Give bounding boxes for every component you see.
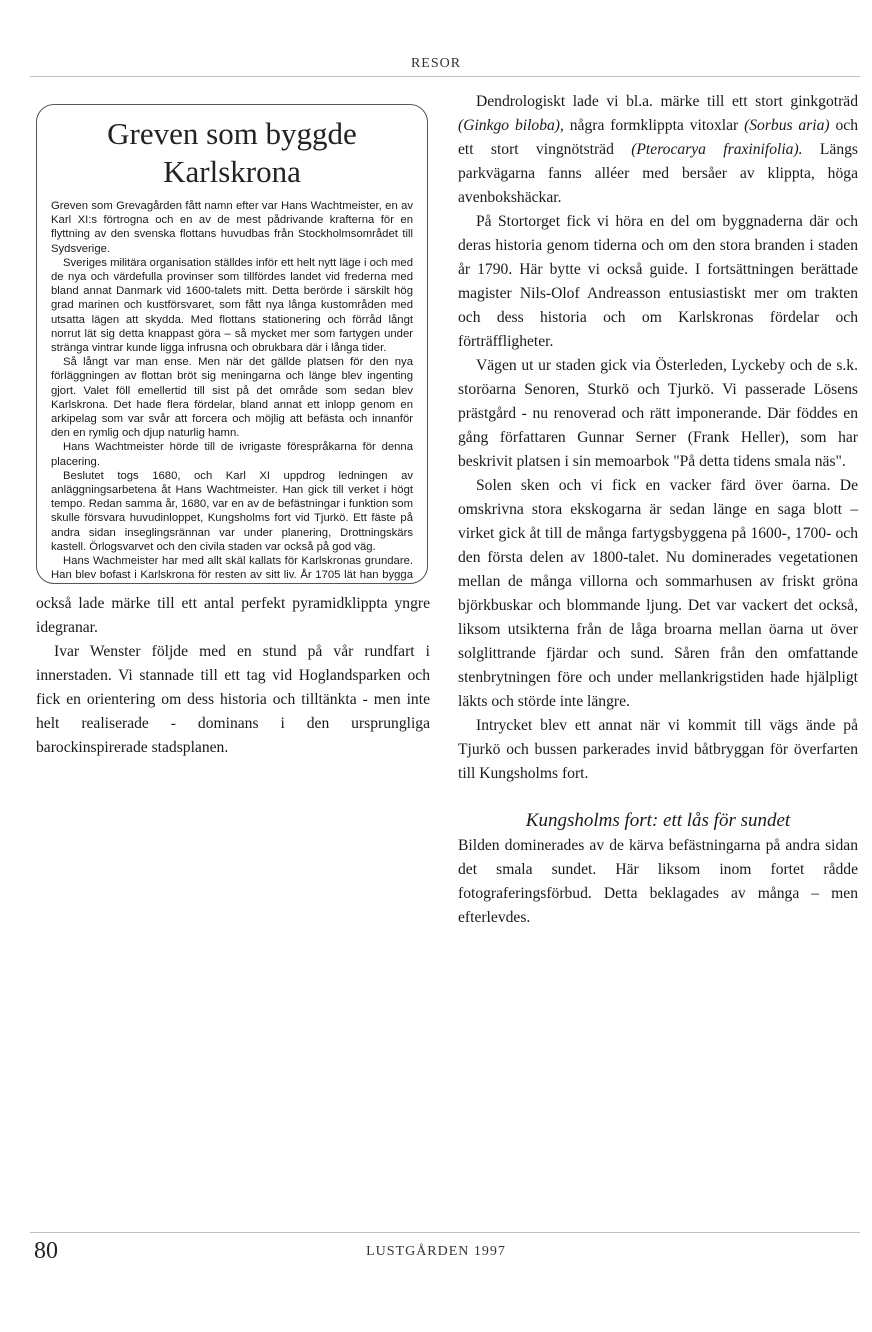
running-foot: LUSTGÅRDEN 1997 xyxy=(366,1244,506,1259)
body-paragraph: också lade märke till ett antal perfekt pyramidklippta yngre idegranar. xyxy=(36,595,430,636)
text-run: några formklippta vitoxlar xyxy=(563,117,745,134)
sidebar-paragraph: Så långt var man ense. Men när det gällde platsen för den nya förläggningen av flottan bröt sig meningarna och länge blev ingenting gjort. Valet föll emellertid till sist på det område som sedan blev Karlskrona. Det hade flera fördelar, bland annat ett inlopp genom en arkipelag som var svår att forcera och möjlig att befästa och innanför den en rymlig och djup naturlig hamn. xyxy=(51,356,413,440)
running-head: RESOR xyxy=(410,56,462,71)
body-paragraph: Intrycket blev ett annat när vi kommit till vägs ände på Tjurkö och bussen parkerades invid båtbryggan för överfarten till Kungsholms fort. xyxy=(458,717,858,782)
latin-name: (Ginkgo biloba), xyxy=(458,117,564,134)
page-number: 80 xyxy=(34,1238,58,1264)
body-paragraph xyxy=(458,90,858,210)
sidebar-title-line-1: Greven som byggde xyxy=(107,116,357,151)
sidebar-text xyxy=(51,199,413,584)
body-paragraph: Bilden dominerades av de kärva befästningarna på andra sidan det smala sundet. Här liksom inom fortet rådde fotograferingsförbud. Detta beklagades av många – men efterlevdes. xyxy=(458,837,858,926)
right-column-text xyxy=(458,90,858,930)
top-rule xyxy=(30,76,860,77)
sidebar-paragraph: Hans Wachtmeister hörde till de ivrigaste förespråkarna för denna placering. xyxy=(51,441,413,468)
sidebar-paragraph: Greven som Grevagården fått namn efter var Hans Wachtmeister, en av Karl XI:s förtrogna och en av de mest pådrivande krafterna för en flyttning av den svenska flottans huvudbas från Stockholmsområdet till Sydsverige. xyxy=(51,200,413,255)
body-paragraph: Vägen ut ur staden gick via Österleden, Lyckeby och de s.k. storöarna Senoren, Sturkö och Tjurkö. Vi passerade Lösens prästgård - nu renoverad och rätt imponerande. Där föddes en gång författaren Gunnar Serner (Frank Heller), som har beskrivit platsen i sin memoarbok "På detta tidens smala näs". xyxy=(458,357,858,470)
latin-name: (Pterocarya fraxinifolia). xyxy=(631,141,803,158)
sidebar-title-line-2: Karlskrona xyxy=(163,154,301,189)
bottom-rule xyxy=(30,1232,860,1233)
sidebar-paragraph: Beslutet togs 1680, och Karl XI uppdrog ledningen av anläggningsarbetena åt Hans Wachtmeister. Han gick till verket i högt tempo. Redan samma år, 1680, var en av de befästningar i funktion som skulle försvara huvudinloppet, Kungsholms fort vid Tjurkö. Ett fäste på andra sidan inseglingsrännan var under planering, Drottningskärs kastell. Örlogsvarvet och den civila staden var också på god väg. xyxy=(51,469,413,553)
sidebar-box xyxy=(36,104,428,584)
latin-name: (Sorbus aria) xyxy=(744,117,830,134)
section-subheading: Kungsholms fort: ett lås för sundet xyxy=(525,810,791,831)
body-paragraph: På Stortorget fick vi höra en del om byggnaderna där och deras historia genom tiderna och om den stora branden i staden år 1790. Här bytte vi också guide. I fortsättningen berättade magister Nils-Olof Andreasson entusiastiskt mer om trakten och dess historia och om Karlskronas fördelar och förträffligheter. xyxy=(458,213,858,350)
body-paragraph: Solen sken och vi fick en vacker färd över öarna. De omskrivna stora ekskogarna är sedan länge en saga blott – virket gick åt till de många fartygsbyggena på 1600-, 1700- och den första delen av 1800-talet. Nu dominerades vegetationen mellan de många villorna och sommarhusen av friskt gröna björkbuskar och blommande ljung. Det var vackert det också, liksom utsikterna från de låga broarna mellan öarna ut över solglittrande fjärdar och sund. Såren från den omfattande stenbrytningen före och under mellankrigstiden hade hjälpligt läkts och störde inte längre. xyxy=(458,477,858,710)
sidebar-paragraph: Hans Wachmeister har med allt skäl kallats för Karlskronas grundare. Han blev bofast i Karlskrona för resten av sitt liv. År 1705 lät han bygga xyxy=(51,555,413,582)
text-run: Längs parkvägarna fanns alléer med bersåer av klippta, höga avenbokshäckar. xyxy=(458,141,858,206)
sidebar-title xyxy=(51,115,413,191)
left-column-text xyxy=(36,592,430,760)
text-run: och ett stort vingnötsträd xyxy=(458,117,858,158)
text-run: Dendrologiskt lade vi bl.a. märke till ett stort ginkgoträd xyxy=(476,93,858,110)
body-paragraph: Ivar Wenster följde med en stund på vår rundfart i innerstaden. Vi stannade till ett tag vid Hoglandsparken och fick en orientering om dess historia och tilltänkta - men inte helt realiserade - dominans i den ursprungliga barockinspirerade stadsplanen. xyxy=(36,643,430,756)
sidebar-paragraph: Sveriges militära organisation ställdes inför ett helt nytt läge i och med de nya och värdefulla provinser som tillfördes landet vid frederna med bland annat Danmark vid 1600-talets mitt. Detta berörde i särskilt hög grad marinen och kustförsvaret, som fått nya långa kustområden med utsatta lägen att skydda. Med flottans stationering och förråd långt norrut lät sig detta knappast göra – så mycket mer som fartygen under stränga vintrar kunde ligga infrusna och obrukbara där i långa tider. xyxy=(51,256,413,355)
